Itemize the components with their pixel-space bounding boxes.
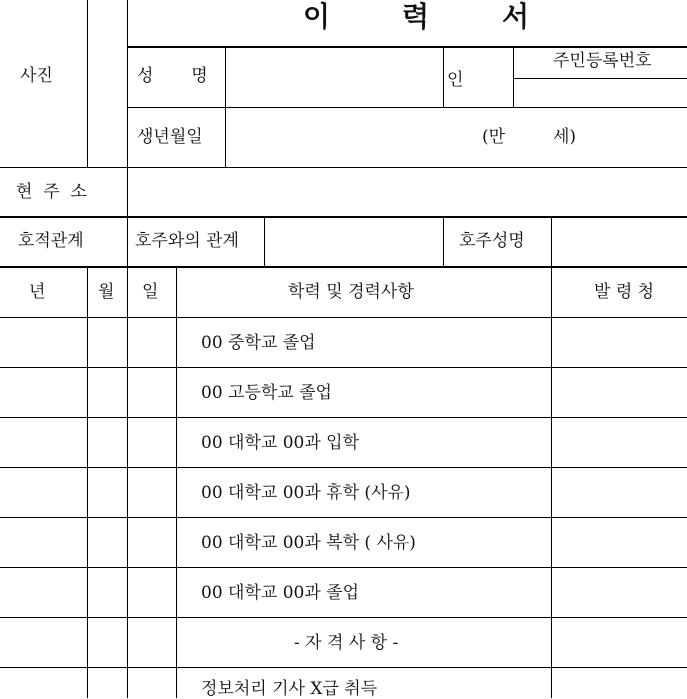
title-char-3: 서 [502,0,530,33]
history-content-header: 학력 및 경력사항 [288,282,414,302]
grid-line [0,216,687,218]
history-entry: 00 고등학교 졸업 [201,383,332,403]
grid-line [0,167,687,168]
grid-line [443,46,444,107]
day-header: 일 [142,282,159,302]
qualification-entry: 정보처리 기사 X급 취득 [201,679,378,699]
grid-line [0,266,687,268]
issuer-header: 발 령 청 [594,282,655,302]
grid-line [225,46,226,167]
photo-label: 사진 [20,66,53,86]
grid-line [0,467,687,468]
grid-line [127,46,687,48]
seal-label: 인 [447,70,464,90]
grid-line [551,216,552,698]
relation-to-head-label: 호주와의 관계 [135,231,239,251]
name-label: 성 명 [137,66,208,86]
grid-line [264,216,265,266]
history-entry: 00 중학교 졸업 [201,333,316,353]
history-entry: 00 대학교 00과 입학 [201,433,360,453]
grid-line [0,517,687,518]
resident-number-label: 주민등록번호 [553,51,652,71]
grid-line [443,216,444,266]
title-char-1: 이 [303,0,331,33]
address-label: 현 주 소 [16,182,87,202]
grid-line [127,0,128,317]
qualifications-header: - 자 격 사 항 - [294,633,399,653]
birth-date-label: 생년월일 [137,127,203,147]
grid-line [0,567,687,568]
grid-line [87,0,88,167]
household-head-name-label: 호주성명 [459,231,525,251]
grid-line [127,107,687,108]
history-entry: 00 대학교 00과 졸업 [201,583,360,603]
grid-line [0,417,687,418]
grid-line [513,46,514,107]
age-close-label: 세) [553,127,577,147]
grid-line [0,367,687,368]
age-open-label: (만 [482,127,506,147]
title-char-2: 력 [402,0,430,33]
grid-line [0,667,687,668]
month-header: 월 [98,282,115,302]
history-entry: 00 대학교 00과 휴학 (사유) [201,483,411,503]
history-entry: 00 대학교 00과 복학 ( 사유) [201,533,416,553]
grid-line [87,266,88,698]
grid-line [513,78,687,79]
grid-line [176,266,177,698]
household-relation-label: 호적관계 [18,231,84,251]
grid-line [127,317,128,698]
grid-line [0,317,687,318]
year-header: 년 [29,282,46,302]
grid-line [0,617,687,618]
